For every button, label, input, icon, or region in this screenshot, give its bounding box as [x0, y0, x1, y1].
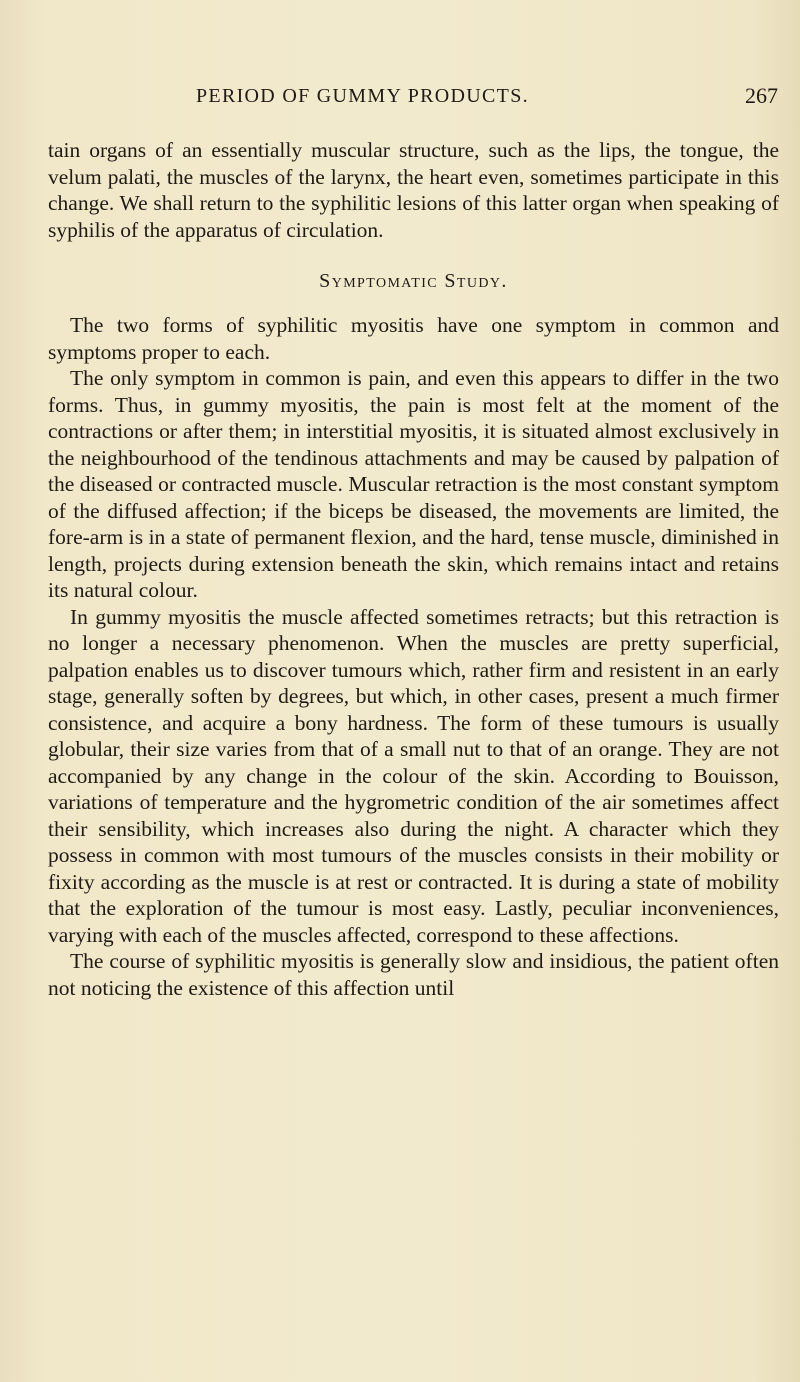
paragraph: The only symptom in common is pain, and even this appears to differ in the two forms. Thus, in gummy myositis, the pain is most felt at the moment of the contractions or after them; in interstitial myositis, it is situated almost exclusively in the neighbourhood of the tendinous attachments and may be caused by palpation of the diseased or contracted muscle. Muscular retraction is the most constant symptom of the diffused affection; if the biceps be diseased, the movements are limited, the fore-arm is in a state of permanent flexion, and the hard, tense muscle, diminished in length, projects during extension beneath the skin, which remains intact and retains its natural colour.	[48, 366, 779, 602]
section-heading: Symptomatic Study.	[319, 270, 508, 292]
paragraph-continuation: tain organs of an essentially muscular structure, such as the lips, the tongue, the velum palati, the muscles of the larynx, the heart even, sometimes participate in this change. We shall return to the syphilitic lesions of this latter organ when speaking of syphilis of the apparatus of circulation.	[48, 138, 779, 242]
paragraph: In gummy myositis the muscle affected sometimes retracts; but this retraction is no longer a necessary phenomenon. When the muscles are pretty superficial, palpation enables us to discover tumours which, rather firm and resistent in an early stage, generally soften by degrees, but which, in other cases, present a much firmer consistence, and acquire a bony hardness. The form of these tumours is usually globular, their size varies from that of a small nut to that of an orange. They are not accompanied by any change in the colour of the skin. According to Bouisson, variations of temperature and the hygrometric condition of the air sometimes affect their sensibility, which increases also during the night. A character which they possess in common with most tumours of the muscles consists in their mobility or fixity according as the muscle is at rest or contracted. It is during a state of mobility that the exploration of the tumour is most easy. Lastly, peculiar inconveniences, varying with each of the muscles affected, correspond to these affections.	[48, 604, 779, 947]
paragraph: The two forms of syphilitic myositis have one symptom in common and symptoms proper to each.	[48, 313, 779, 364]
running-header	[48, 82, 778, 112]
page-number: 267	[745, 83, 778, 108]
paragraph: The course of syphilitic myositis is generally slow and insidious, the patient often not noticing the existence of this affection until	[48, 949, 779, 1000]
running-title: PERIOD OF GUMMY PRODUCTS.	[196, 85, 529, 107]
body-text	[48, 137, 779, 1001]
